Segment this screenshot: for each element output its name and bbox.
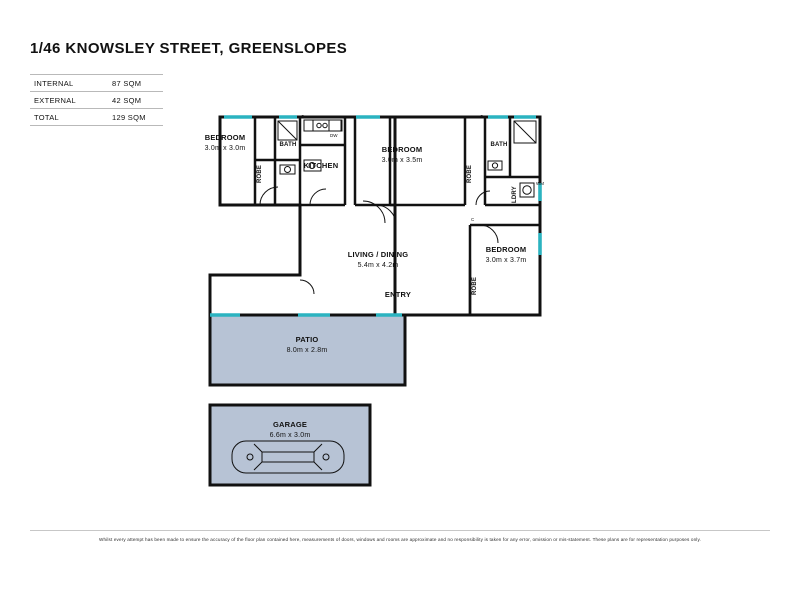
area-label-internal: INTERNAL: [34, 78, 74, 88]
room-label-bedroom-1: BEDROOM 3.0m x 3.0m: [204, 133, 246, 152]
area-value-external: 42 SQM: [112, 95, 142, 105]
room-label-robe-2: ROBE: [467, 164, 473, 183]
area-summary-table: [30, 74, 163, 126]
disclaimer-text: Whilst every attempt has been made to ensure the accuracy of the floor plan contained here, measurements of doors, windows and rooms are approximate and no responsibility is taken for any error, omission or mis-statement. These plans are for representation purposes only.: [30, 530, 770, 542]
area-value-total: 129 SQM: [112, 112, 146, 122]
room-label-garage: GARAGE 6.6m x 3.0m: [269, 420, 311, 439]
room-label-robe-1: ROBE: [257, 164, 263, 183]
room-label-laundry: LDRY: [512, 186, 518, 203]
washing-machine-label: WM: [536, 181, 544, 186]
area-label-total: TOTAL: [34, 112, 59, 122]
room-label-bedroom-3: BEDROOM 3.0m x 3.7m: [485, 245, 527, 264]
room-label-kitchen: KITCHEN: [303, 161, 339, 170]
table-row: [30, 75, 163, 92]
car-icon: [228, 435, 348, 479]
table-row: [30, 109, 163, 126]
floorplan-drawing: [180, 105, 600, 505]
cupboard-label-b: C: [480, 114, 484, 119]
room-label-patio: PATIO 8.0m x 2.8m: [286, 335, 328, 354]
room-label-bath-2: BATH: [490, 142, 508, 148]
room-label-robe-3: ROBE: [472, 276, 478, 295]
room-label-living-dining: LIVING / DINING 5.4m x 4.2m: [347, 250, 409, 269]
page-title: 1/46 KNOWSLEY STREET, GREENSLOPES: [30, 40, 348, 57]
dishwasher-label: DW: [330, 133, 338, 138]
area-label-external: EXTERNAL: [34, 95, 76, 105]
room-label-bath-1: BATH: [279, 142, 297, 148]
cupboard-label-a: C: [301, 114, 305, 119]
room-label-entry: ENTRY: [384, 290, 412, 299]
room-label-bedroom-2: BEDROOM 3.0m x 3.5m: [381, 145, 423, 164]
area-value-internal: 87 SQM: [112, 78, 142, 88]
table-row: [30, 92, 163, 109]
cupboard-label-c: C: [471, 217, 475, 222]
